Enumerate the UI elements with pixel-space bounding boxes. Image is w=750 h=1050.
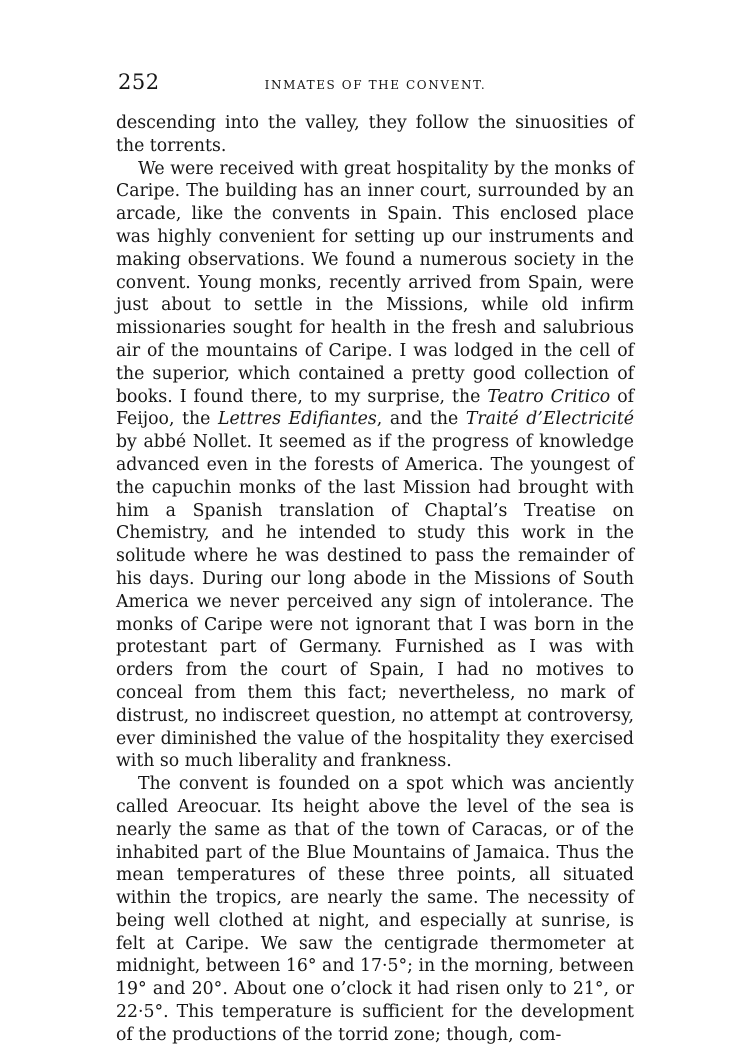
running-title: INMATES OF THE CONVENT.	[264, 78, 487, 92]
text-run: by abbé Nollet. It seemed as if the progress of knowledge advanced even in the forests of America. The youngest of the capuchin monks of the last Mission had brought with him a Spanish translation of Chaptal’s Treatise on Chemistry, and he intended to study this work in the solitude where he was destined to pass the remainder of his days. During our long abode in the Missions of South America we never perceived any sign of intolerance. The monks of Caripe were not ignorant that I was born in the protestant part of Germany. Furnished as I was with orders from the court of Spain, I had no motives to conceal from them this fact; nevertheless, no mark of distrust, no indiscreet question, no attempt at controversy, ever diminished the value of the hospitality they exercised with so much liberality and frankness.	[116, 432, 634, 772]
body-text	[116, 112, 634, 1047]
text-run: , and the	[376, 409, 466, 430]
running-head	[118, 68, 638, 98]
text-run: descending into the valley, they follow the sinuosities of the torrents.	[116, 113, 634, 156]
italic-title: Traité d’Electricité	[465, 409, 634, 430]
text-run: We were received with great hospitality by the monks of Caripe. The building has an inner court, surrounded by an arcade, like the convents in Spain. This enclosed place was highly convenient for setting up our instruments and making observations. We found a numerous society in the convent. Young monks, recently arrived from Spain, were just about to settle in the Missions, while old infirm missionaries sought for health in the fresh and salubrious air of the mountains of Caripe. I was lodged in the cell of the superior, which contained a pretty good collection of books. I found there, to my surprise, the	[116, 158, 634, 407]
paragraph-2	[116, 158, 634, 774]
page-number: 252	[118, 70, 160, 94]
paragraph-3	[116, 773, 634, 1047]
italic-title: Teatro Critico	[487, 386, 611, 407]
text-run: of Feijoo, the	[116, 386, 634, 430]
text-run: The convent is founded on a spot which was anciently called Areocuar. Its height above the level of the sea is nearly the same as that of the town of Caracas, or of the inhabited part of the Blue Mountains of Jamaica. Thus the mean temperatures of these three points, all situated within the tropics, are nearly the same. The necessity of being well clothed at night, and especially at sunrise, is felt at Caripe. We saw the centigrade thermometer at midnight, between 16° and 17·5°; in the morning, between 19° and 20°. About one o’clock it had risen only to 21°, or 22·5°. This temperature is sufficient for the development of the productions of the torrid zone; though, com-	[116, 774, 634, 1045]
italic-title: Lettres Edifiantes	[217, 409, 377, 430]
paragraph-1	[116, 112, 634, 158]
